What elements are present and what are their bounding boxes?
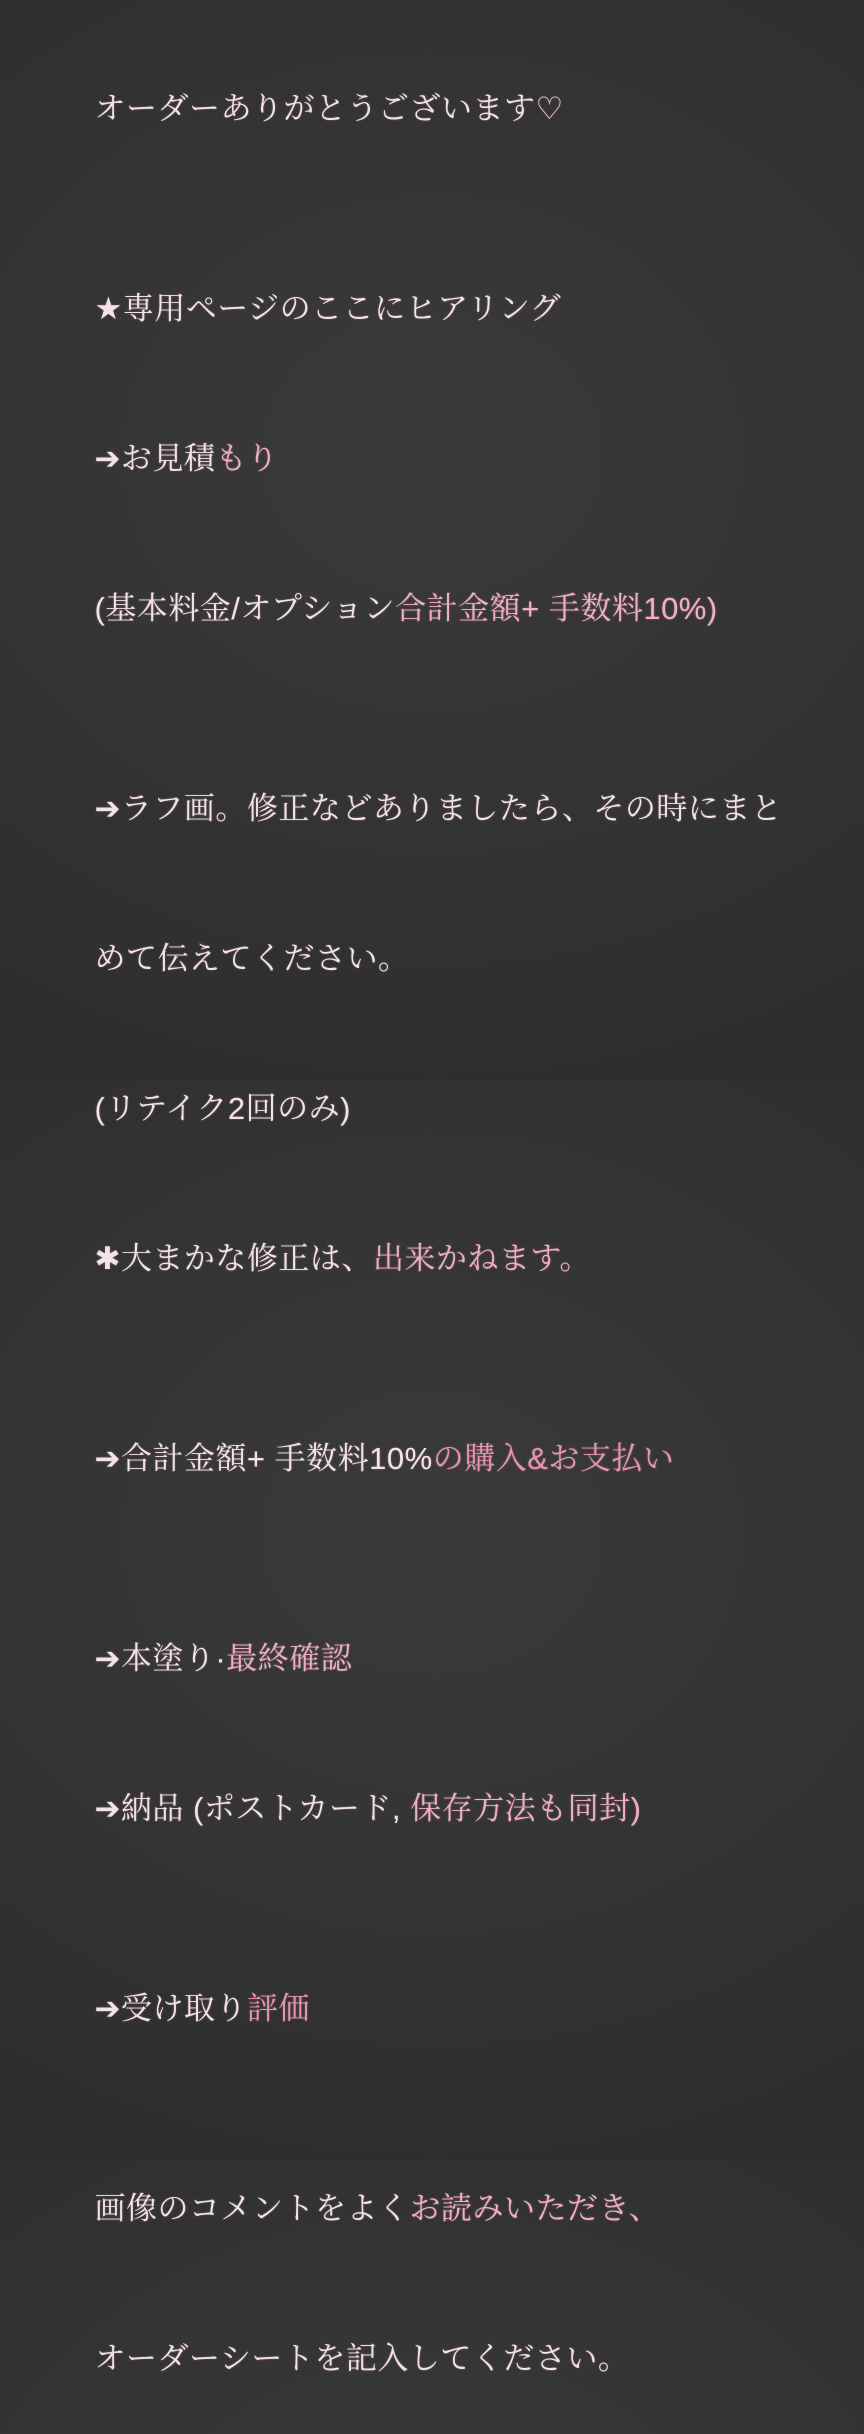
line-rating (58, 1934, 816, 2084)
spacer-4 (58, 1534, 816, 1584)
line-final-check (58, 1584, 816, 1734)
major-revision-text-b: 出来かねます。 (372, 1241, 591, 1276)
line-major-revision (58, 1184, 816, 1334)
delivery-text-b: 保存方法も同封) (401, 1791, 642, 1826)
payment-text-a: ➔合計金額+ 手数料10% (94, 1441, 433, 1476)
rating-text-b: 評価 (246, 1991, 310, 2026)
estimate-text-b: もり (215, 441, 279, 476)
heart-icon: ♡ (535, 91, 564, 126)
payment-text-b: の購入&お支払い (432, 1441, 675, 1476)
major-revision-text-a: ✱大まかな修正は、 (94, 1241, 373, 1276)
retake-text: (リテイク2回のみ) (94, 1091, 351, 1126)
rating-text-a: ➔受け取り (94, 1991, 247, 2026)
price-text-b: 合計金額+ 手数料10%) (395, 591, 718, 626)
spacer-2 (58, 684, 816, 734)
estimate-text-a: ➔お見積 (94, 441, 216, 476)
comment-notice-text-b: お読みいただき、 (409, 2191, 661, 2226)
line-delivery (58, 1734, 816, 1884)
rough-sketch-text-1: ➔ラフ画。修正などありましたら、その時にまと (94, 791, 783, 826)
spacer-1 (58, 184, 816, 234)
thanks-text: オーダーありがとうございます (94, 91, 536, 126)
spacer-3 (58, 1334, 816, 1384)
price-text-a: (基本料金/オプション (94, 591, 396, 626)
line-retake (58, 1034, 816, 1184)
spacer-5 (58, 1884, 816, 1934)
comment-notice-text-a: 画像のコメントをよく (94, 2191, 410, 2226)
delivery-text-a: ➔納品 (ポストカード, (94, 1791, 402, 1826)
line-comment-notice-2 (58, 2284, 816, 2434)
spacer-6 (58, 2084, 816, 2134)
line-rough-sketch-2 (58, 884, 816, 1034)
line-hearing (58, 234, 816, 384)
final-check-text-a: ➔本塗り· (94, 1641, 227, 1676)
line-price-breakdown (58, 534, 816, 684)
rough-sketch-text-2: めて伝えてください。 (94, 941, 410, 976)
line-comment-notice-1 (58, 2134, 816, 2284)
final-check-text-b: 最終確認 (226, 1641, 353, 1676)
line-payment (58, 1384, 816, 1534)
order-sheet-text: オーダーシートを記入してください。 (94, 2341, 630, 2376)
line-rough-sketch-1 (58, 734, 816, 884)
line-estimate (58, 384, 816, 534)
line-thanks (58, 34, 816, 184)
hearing-text: ★専用ページのここにヒアリング (94, 291, 562, 326)
